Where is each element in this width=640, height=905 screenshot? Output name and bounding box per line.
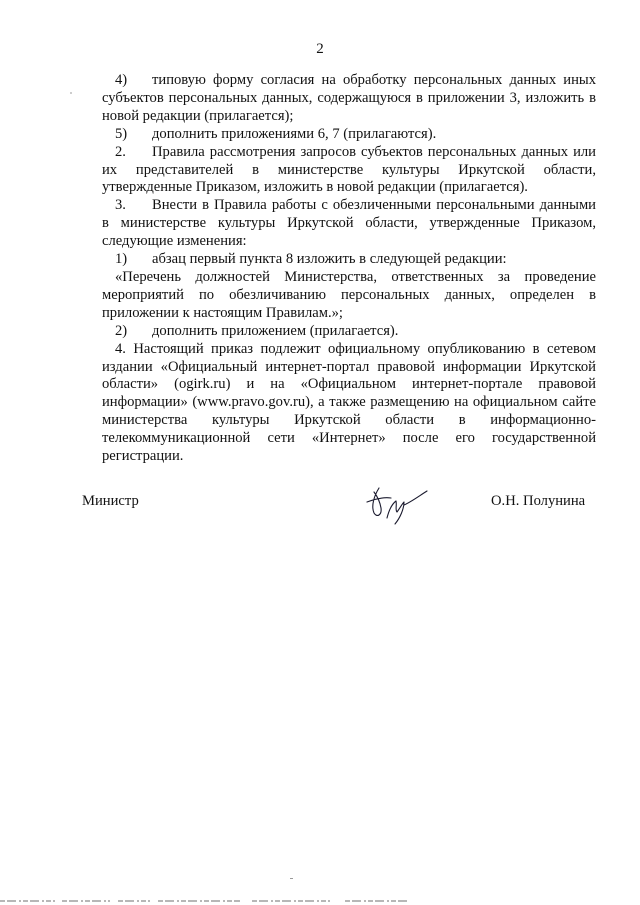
section-number: 2. (115, 143, 126, 160)
section-number: 3. (115, 197, 126, 214)
paragraph-section-3 (102, 197, 596, 251)
paragraph-text: дополнить приложением (прилагается). (152, 322, 399, 339)
scan-edge-artifact (0, 899, 640, 903)
paragraph-item-4 (102, 72, 596, 126)
paragraph-quote (102, 269, 596, 323)
scan-speck (70, 92, 72, 94)
signature-block (0, 482, 640, 528)
signatory-position: Министр (82, 493, 139, 509)
paragraph-text: Внести в Правила работы с обезличенными персональными данными в министерстве культуры Иркутской области, утвержденные Приказом, следующие изменения: (102, 197, 596, 250)
signatory-name: О.Н. Полунина (491, 493, 586, 509)
paragraph-text: «Перечень должностей Министерства, ответственных за проведение мероприятий по обезличиванию персональных данных, определен в приложении к настоящим Правилам.»; (102, 268, 596, 321)
item-number: 1) (115, 251, 128, 268)
document-body (102, 72, 596, 466)
scan-speck (290, 878, 293, 879)
paragraph-text: Правила рассмотрения запросов субъектов персональных данных или их представителей в министерстве культуры Иркутской области, утвержденные Приказом, изложить в новой редакции (прилагается). (102, 143, 596, 196)
item-number: 4) (115, 72, 128, 88)
paragraph-text: дополнить приложениями 6, 7 (прилагаются). (152, 125, 437, 142)
paragraph-subitem-1 (102, 251, 596, 269)
page-number: 2 (316, 41, 324, 57)
paragraph-text: 4. Настоящий приказ подлежит официальному опубликованию в сетевом издании «Официальный интернет-портал правовой информации Иркутской области» (ogirk.ru) и на «Официальном интернет-портале правовой информации» (www.pravo.gov.ru), а также размещению на официальном сайте министерства культуры Иркутской области в информационно-телекоммуникационной сети «Интернет» после его государственной регистрации. (102, 340, 596, 465)
item-number: 5) (115, 125, 128, 142)
paragraph-subitem-2 (102, 323, 596, 341)
paragraph-text: типовую форму согласия на обработку персональных данных иных субъектов персональных данных, содержащуюся в приложении 3, изложить в новой редакции (прилагается); (102, 72, 596, 124)
paragraph-section-2 (102, 144, 596, 198)
item-number: 2) (115, 322, 128, 339)
paragraph-item-5 (102, 126, 596, 144)
handwritten-signature (365, 482, 431, 526)
paragraph-section-4 (102, 341, 596, 466)
paragraph-text: абзац первый пункта 8 изложить в следующей редакции: (152, 251, 507, 268)
